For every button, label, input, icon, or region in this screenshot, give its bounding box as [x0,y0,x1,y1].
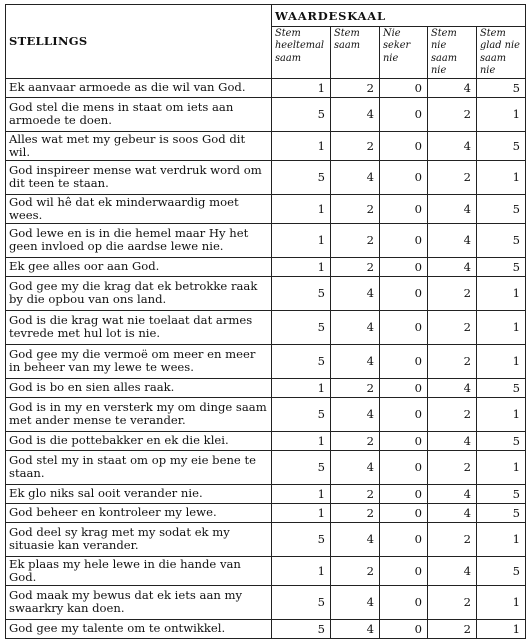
value-cell: 1 [272,556,331,585]
value-cell: 2 [428,397,477,431]
value-cell: 4 [428,194,477,223]
value-cell: 5 [477,223,526,257]
value-cell: 5 [272,97,331,131]
statement-cell: God gee my die krag dat ek betrokke raak by die opbou van ons land. [6,276,272,310]
value-cell: 2 [331,556,380,585]
value-cell: 1 [272,194,331,223]
table-row [6,503,526,522]
statement-cell: God is die krag wat nie toelaat dat armes tevrede met hul lot is nie. [6,310,272,344]
value-cell: 1 [477,160,526,194]
scale-header: WAARDESKAAL [272,5,526,27]
value-cell: 5 [477,131,526,160]
value-cell: 4 [331,522,380,556]
value-cell: 0 [380,160,428,194]
statement-cell: God stel die mens in staat om iets aan armoede te doen. [6,97,272,131]
table-row [6,522,526,556]
value-cell: 1 [272,131,331,160]
value-cell: 2 [331,378,380,397]
value-cell: 4 [428,223,477,257]
value-cell: 0 [380,397,428,431]
value-cell: 2 [428,450,477,484]
value-cell: 2 [331,223,380,257]
value-cell: 5 [272,310,331,344]
value-cell: 2 [428,276,477,310]
value-cell: 1 [477,450,526,484]
table-row [6,484,526,503]
value-cell: 5 [477,431,526,450]
value-cell: 4 [428,378,477,397]
value-cell: 1 [477,522,526,556]
table-row [6,619,526,638]
value-cell: 4 [428,556,477,585]
table-row [6,223,526,257]
value-cell: 4 [331,310,380,344]
statement-cell: God wil hê dat ek minderwaardig moet wees. [6,194,272,223]
value-cell: 1 [477,97,526,131]
value-cell: 5 [272,160,331,194]
value-cell: 4 [428,257,477,276]
value-scale-table [5,4,526,639]
value-cell: 5 [477,257,526,276]
statement-cell: God is bo en sien alles raak. [6,378,272,397]
value-cell: 2 [331,503,380,522]
value-cell: 2 [428,619,477,638]
statement-cell: Alles wat met my gebeur is soos God dit wil. [6,131,272,160]
statement-cell: God beheer en kontroleer my lewe. [6,503,272,522]
statement-cell: God lewe en is in die hemel maar Hy het geen invloed op die aardse lewe nie. [6,223,272,257]
value-cell: 4 [331,619,380,638]
value-cell: 4 [331,450,380,484]
value-cell: 5 [272,619,331,638]
statement-cell: God stel my in staat om op my eie bene te staan. [6,450,272,484]
option-header: Stem heeltemal saam [272,27,331,79]
statement-cell: Ek glo niks sal ooit verander nie. [6,484,272,503]
value-cell: 5 [477,194,526,223]
value-cell: 5 [272,344,331,378]
value-cell: 0 [380,522,428,556]
value-cell: 1 [272,503,331,522]
table-row [6,450,526,484]
table-row [6,78,526,97]
value-cell: 0 [380,450,428,484]
value-cell: 1 [272,431,331,450]
statement-cell: God is die pottebakker en ek die klei. [6,431,272,450]
option-header: Stem nie saam nie [428,27,477,79]
value-cell: 0 [380,344,428,378]
table-row [6,276,526,310]
value-cell: 4 [428,431,477,450]
value-cell: 4 [331,397,380,431]
statement-cell: Ek gee alles oor aan God. [6,257,272,276]
value-cell: 0 [380,484,428,503]
statement-cell: God gee my die vermoë om meer en meer in beheer van my lewe te wees. [6,344,272,378]
value-cell: 4 [428,503,477,522]
value-cell: 0 [380,431,428,450]
value-cell: 2 [331,194,380,223]
value-cell: 1 [477,344,526,378]
value-cell: 4 [428,131,477,160]
value-cell: 0 [380,378,428,397]
value-cell: 0 [380,556,428,585]
table-row [6,397,526,431]
value-cell: 1 [477,276,526,310]
stellings-header: STELLINGS [6,5,272,79]
value-cell: 1 [477,619,526,638]
value-cell: 4 [428,78,477,97]
value-cell: 5 [477,484,526,503]
value-cell: 5 [477,503,526,522]
value-cell: 4 [331,276,380,310]
value-cell: 5 [272,397,331,431]
table-row [6,556,526,585]
statement-cell: God gee my talente om te ontwikkel. [6,619,272,638]
value-cell: 2 [428,585,477,619]
table-container [5,4,526,639]
statement-cell: God is in my en versterk my om dinge saam met ander mense te verander. [6,397,272,431]
value-cell: 2 [331,484,380,503]
value-cell: 1 [272,257,331,276]
value-cell: 0 [380,257,428,276]
value-cell: 0 [380,131,428,160]
statement-cell: Ek plaas my hele lewe in die hande van God. [6,556,272,585]
value-cell: 2 [331,257,380,276]
table-row [6,310,526,344]
value-cell: 2 [428,160,477,194]
value-cell: 0 [380,194,428,223]
value-cell: 4 [428,484,477,503]
value-cell: 1 [272,378,331,397]
value-cell: 1 [477,585,526,619]
option-header: Nie seker nie [380,27,428,79]
value-cell: 2 [331,78,380,97]
value-cell: 5 [477,78,526,97]
value-cell: 5 [272,585,331,619]
value-cell: 2 [428,310,477,344]
statement-cell: God deel sy krag met my sodat ek my situasie kan verander. [6,522,272,556]
table-row [6,97,526,131]
option-header: Stem glad nie saam nie [477,27,526,79]
value-cell: 1 [272,484,331,503]
table-row [6,585,526,619]
table-row [6,431,526,450]
value-cell: 1 [272,223,331,257]
value-cell: 5 [477,556,526,585]
value-cell: 4 [331,160,380,194]
value-cell: 0 [380,78,428,97]
statement-cell: God maak my bewus dat ek iets aan my swaarkry kan doen. [6,585,272,619]
statement-cell: Ek aanvaar armoede as die wil van God. [6,78,272,97]
table-row [6,257,526,276]
table-row [6,378,526,397]
value-cell: 0 [380,223,428,257]
table-row [6,194,526,223]
table-row [6,160,526,194]
value-cell: 0 [380,276,428,310]
value-cell: 1 [477,310,526,344]
value-cell: 0 [380,503,428,522]
value-cell: 5 [477,378,526,397]
value-cell: 2 [331,431,380,450]
value-cell: 5 [272,450,331,484]
statements-body [6,78,526,638]
value-cell: 0 [380,310,428,344]
value-cell: 1 [477,397,526,431]
value-cell: 2 [428,97,477,131]
value-cell: 2 [428,344,477,378]
value-cell: 0 [380,97,428,131]
value-cell: 0 [380,619,428,638]
table-row [6,131,526,160]
value-cell: 2 [428,522,477,556]
table-row [6,344,526,378]
value-cell: 4 [331,585,380,619]
value-cell: 5 [272,522,331,556]
statement-cell: God inspireer mense wat verdruk word om dit teen te staan. [6,160,272,194]
value-cell: 4 [331,344,380,378]
value-cell: 5 [272,276,331,310]
value-cell: 4 [331,97,380,131]
value-cell: 2 [331,131,380,160]
option-header: Stem saam [331,27,380,79]
value-cell: 0 [380,585,428,619]
value-cell: 1 [272,78,331,97]
